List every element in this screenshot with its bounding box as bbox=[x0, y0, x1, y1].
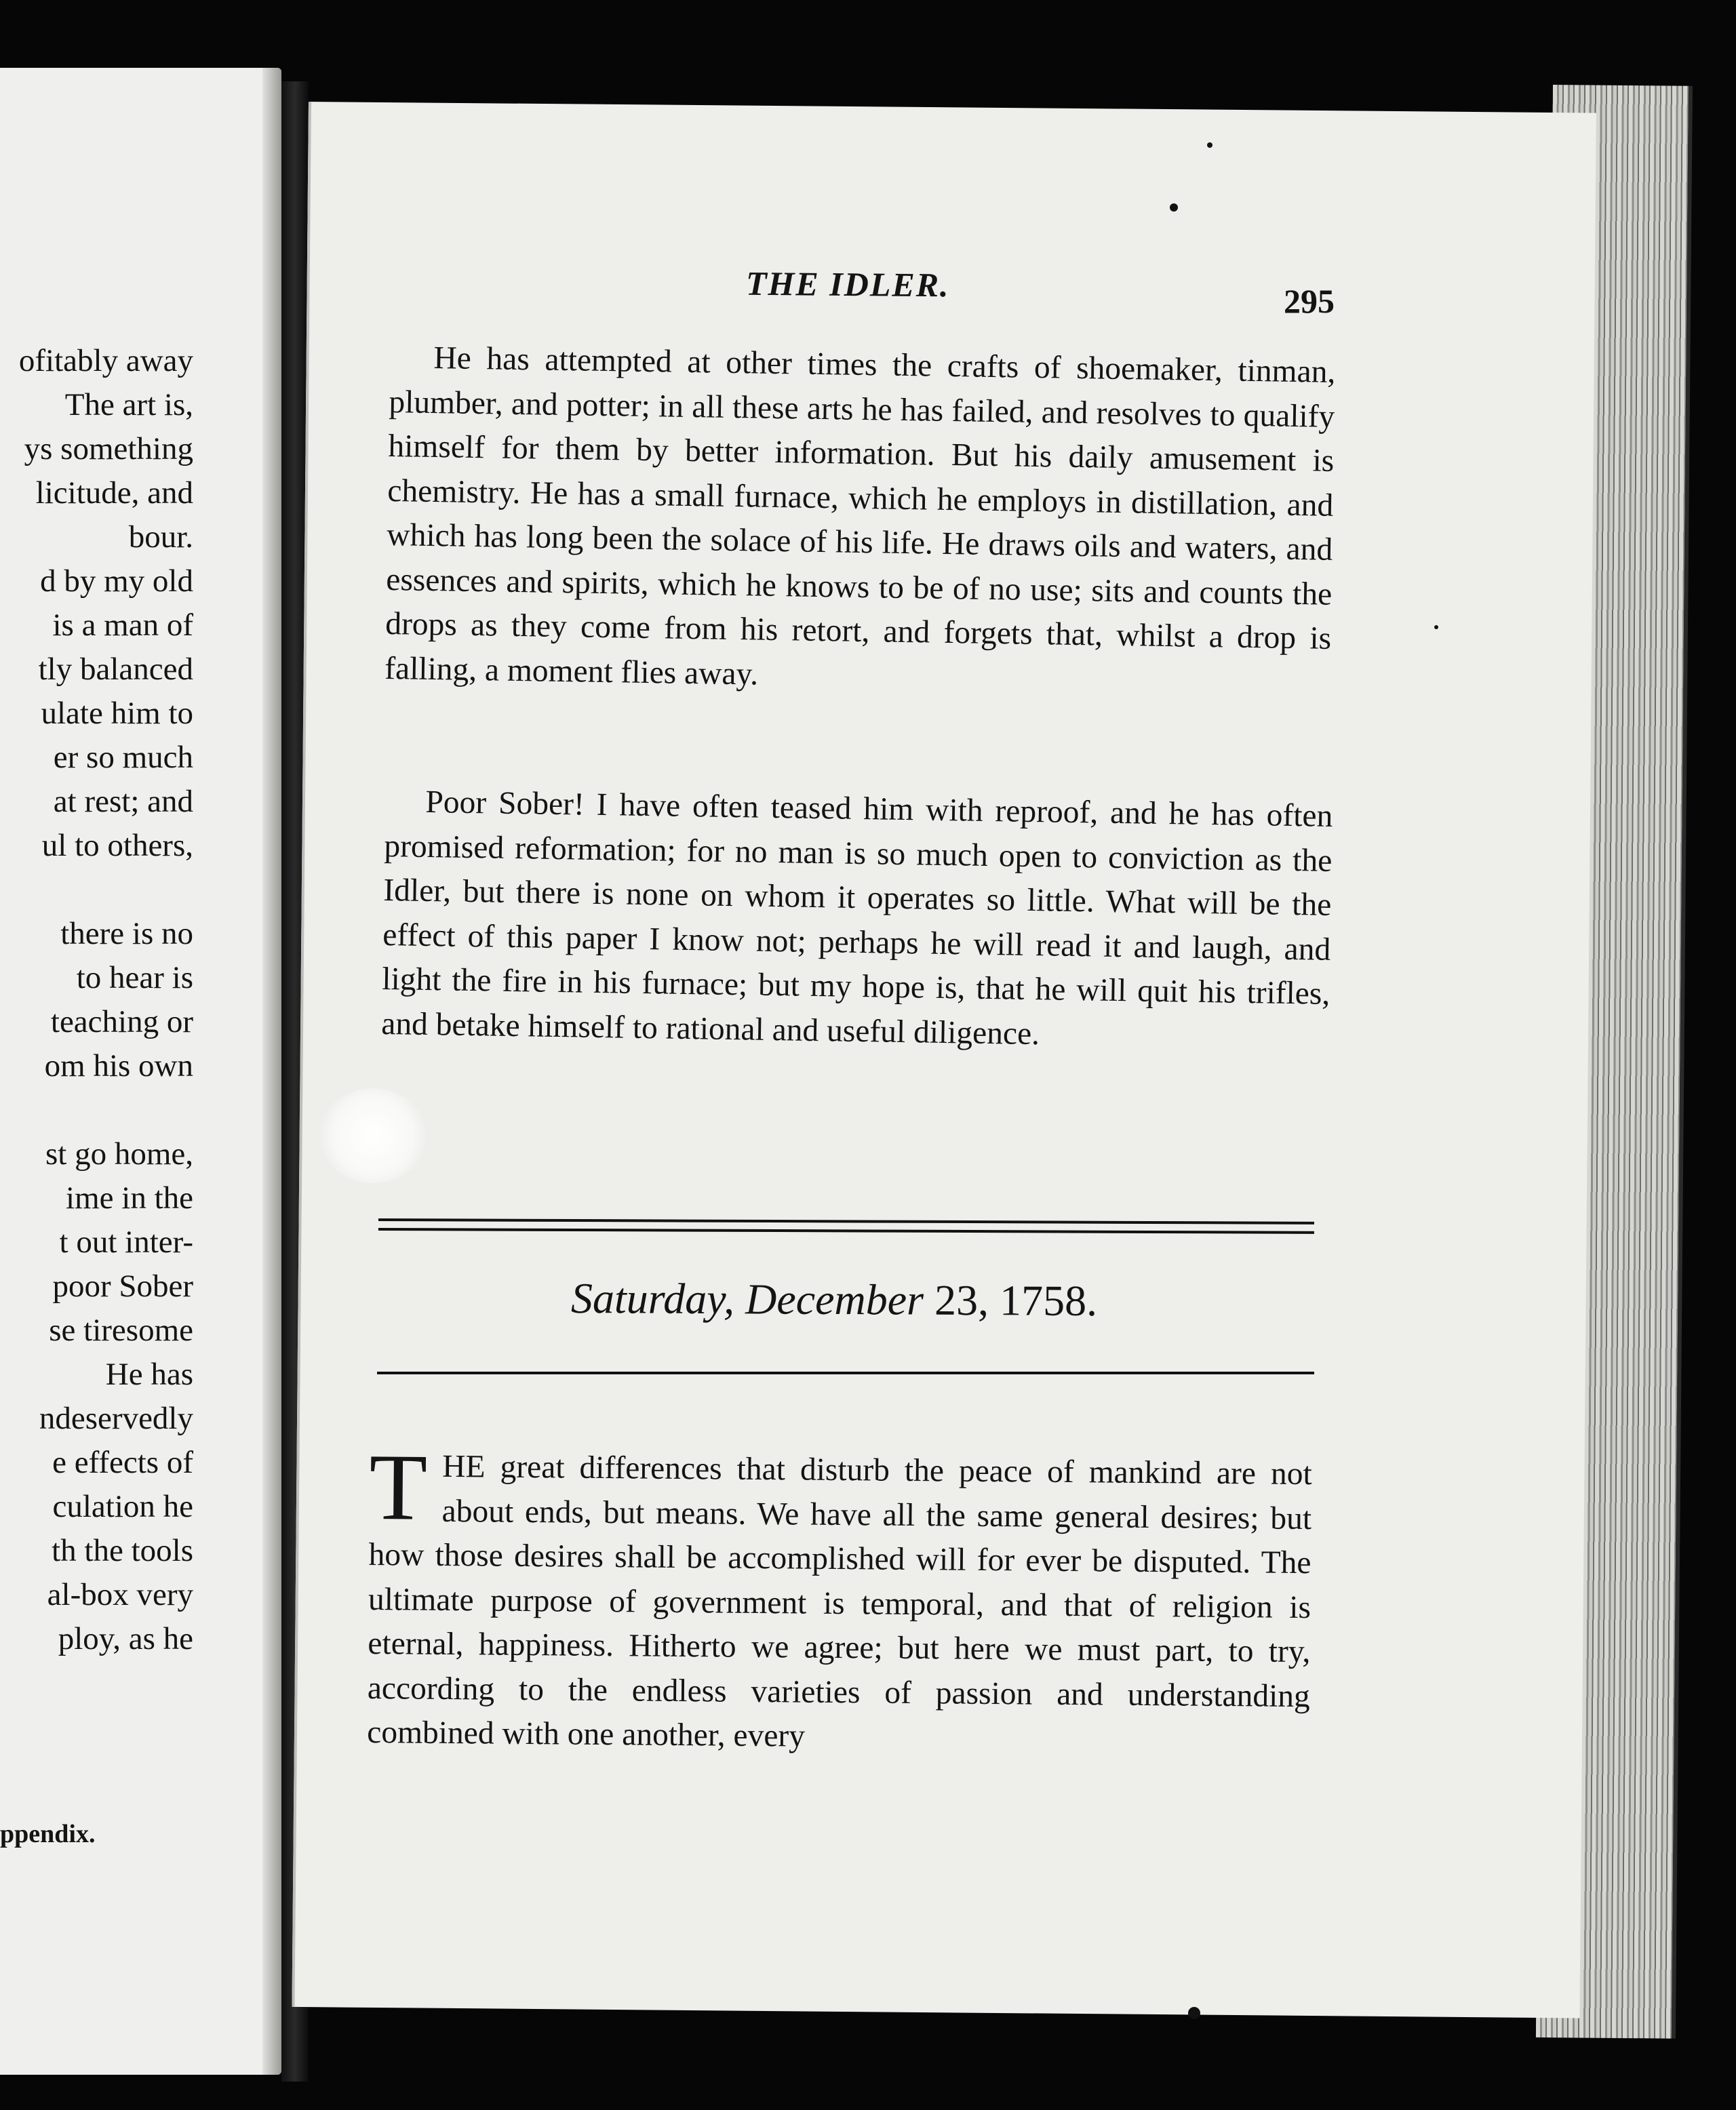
date-heading bbox=[366, 1272, 1302, 1327]
left-page-line: d by my old bbox=[40, 563, 193, 599]
left-page-line: e effects of bbox=[52, 1445, 193, 1480]
left-page-line: there is no bbox=[60, 916, 193, 951]
left-page-line: bour. bbox=[128, 519, 193, 555]
date-heading-text: Saturday, December bbox=[570, 1273, 924, 1324]
left-page-line: to hear is bbox=[76, 960, 193, 995]
left-page-line: He has bbox=[105, 1357, 193, 1392]
paragraph-1: He has attempted at other times the crafts of shoemaker, tinman, plumber, and potter; in all these arts he has failed, and resolves to qualify himself for them by better information. But his daily amusement is chemistry. He has a small furnace, which he employs in distillation, and which has long been the solace of his life. He draws oils and waters, and essences and spirits, which he knows to be of no use; sits and counts the drops as they come from his retort, and forgets that, whilst a drop is falling, a moment flies away. bbox=[384, 340, 1336, 692]
section-divider-rule bbox=[377, 1372, 1314, 1374]
speck-mark bbox=[1188, 2007, 1200, 2019]
left-page-line: ulate him to bbox=[41, 696, 193, 731]
speck-mark bbox=[1434, 625, 1438, 629]
left-facing-page bbox=[0, 68, 281, 2075]
running-head: THE IDLER. bbox=[745, 264, 950, 304]
left-page-line: poor Sober bbox=[52, 1269, 193, 1304]
left-page-line: The art is, bbox=[64, 387, 193, 422]
left-page-line: t out inter- bbox=[59, 1225, 193, 1260]
left-page-line: ploy, as he bbox=[58, 1621, 193, 1656]
left-page-line: culation he bbox=[52, 1489, 193, 1524]
left-page-line: ofitably away bbox=[18, 343, 193, 378]
left-page-text-column bbox=[0, 339, 193, 1661]
left-page-line: al-box very bbox=[47, 1577, 193, 1612]
left-page-line: ul to others, bbox=[41, 828, 193, 863]
left-page-line: st go home, bbox=[45, 1136, 193, 1172]
date-heading-year: 23, 1758. bbox=[934, 1275, 1098, 1326]
left-page-line: at rest; and bbox=[53, 784, 193, 819]
paper-stain bbox=[319, 1088, 427, 1183]
left-page-line: ime in the bbox=[66, 1180, 193, 1216]
left-page-line: se tiresome bbox=[49, 1313, 193, 1348]
left-page-line bbox=[0, 1088, 193, 1132]
left-page-gutter-shadow bbox=[262, 68, 281, 2075]
essay-opening-text: HE great differences that disturb the peace of mankind are not about ends, but means. We have all the same general desires; but how those desires shall be accomplished will for ever be disputed. The ultimate purpose of government is temporal, and that of religion is eternal, happiness. Hitherto we agree; but here we must part, to try, according to the endless varieties of passion and understanding combined with one another, every bbox=[367, 1448, 1312, 1754]
left-page-line: is a man of bbox=[52, 608, 193, 643]
left-page-line: ys something bbox=[24, 431, 193, 466]
left-page-line: er so much bbox=[53, 740, 193, 775]
left-page-footnote: ppendix. bbox=[0, 1820, 96, 1848]
essay-opening-paragraph bbox=[367, 1435, 1312, 1764]
left-page-line: tly balanced bbox=[38, 652, 193, 687]
speck-mark bbox=[1170, 203, 1178, 212]
drop-cap: T bbox=[368, 1435, 428, 1540]
left-page-line: th the tools bbox=[52, 1533, 193, 1568]
left-page-line: teaching or bbox=[50, 1004, 193, 1039]
speck-mark bbox=[1207, 142, 1212, 148]
page-number: 295 bbox=[1284, 282, 1335, 320]
left-page-line: ndeservedly bbox=[39, 1401, 193, 1436]
paragraph-2: Poor Sober! I have often teased him with reproof, and he has often promised reformation; for no man is so much open to conviction as the Idler, but there is none on whom it operates so little. What will be the effect of this paper I know not; perhaps he will read it and laugh, and light the fire in his furnace; but my hope is, that he will quit his trifles, and betake himself to rational and useful diligence. bbox=[380, 784, 1333, 1052]
left-page-line: licitude, and bbox=[35, 475, 193, 511]
left-page-line bbox=[0, 868, 193, 912]
left-page-line: om his own bbox=[44, 1048, 193, 1083]
